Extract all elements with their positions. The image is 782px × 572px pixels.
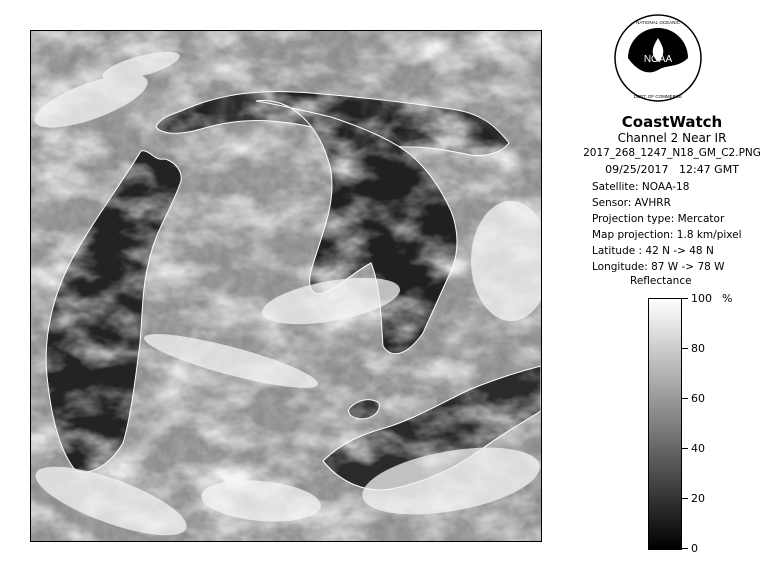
channel-subtitle: Channel 2 Near IR <box>617 131 727 145</box>
scale-title: Reflectance <box>630 275 692 287</box>
tick-40 <box>682 448 688 449</box>
svg-text:DEPT. OF COMMERCE: DEPT. OF COMMERCE <box>633 94 683 99</box>
satellite-image <box>30 30 542 542</box>
noaa-ring-text: NATIONAL OCEANIC <box>636 20 680 25</box>
tick-label: 100 <box>691 292 712 305</box>
longitude-line: Longitude: 87 W -> 78 W <box>592 261 725 273</box>
tick-label: 40 <box>691 442 705 455</box>
map-projection-line: Map projection: 1.8 km/pixel <box>592 229 742 241</box>
file-name: 2017_268_1247_N18_GM_C2.PNG <box>583 147 761 159</box>
time: 12:47 GMT <box>678 163 739 176</box>
latitude-line: Latitude : 42 N -> 48 N <box>592 245 714 257</box>
noaa-logo <box>614 14 702 102</box>
tick-60 <box>682 398 688 399</box>
date: 09/25/2017 <box>605 163 669 176</box>
satellite-line: Satellite: NOAA-18 <box>592 181 690 193</box>
reflectance-colorbar <box>648 298 682 550</box>
tick-80 <box>682 348 688 349</box>
noaa-logo-text: NOAA <box>643 54 673 65</box>
tick-label: 60 <box>691 392 705 405</box>
tick-100 <box>682 298 688 299</box>
tick-0 <box>682 548 688 549</box>
scale-unit: % <box>722 292 733 305</box>
sensor-line: Sensor: AVHRR <box>592 197 671 209</box>
tick-label: 80 <box>691 342 705 355</box>
date-time <box>562 163 782 176</box>
tick-label: 20 <box>691 492 705 505</box>
tick-20 <box>682 498 688 499</box>
tick-label: 0 <box>691 542 698 555</box>
projection-type-line: Projection type: Mercator <box>592 213 725 225</box>
title: CoastWatch <box>621 113 723 131</box>
